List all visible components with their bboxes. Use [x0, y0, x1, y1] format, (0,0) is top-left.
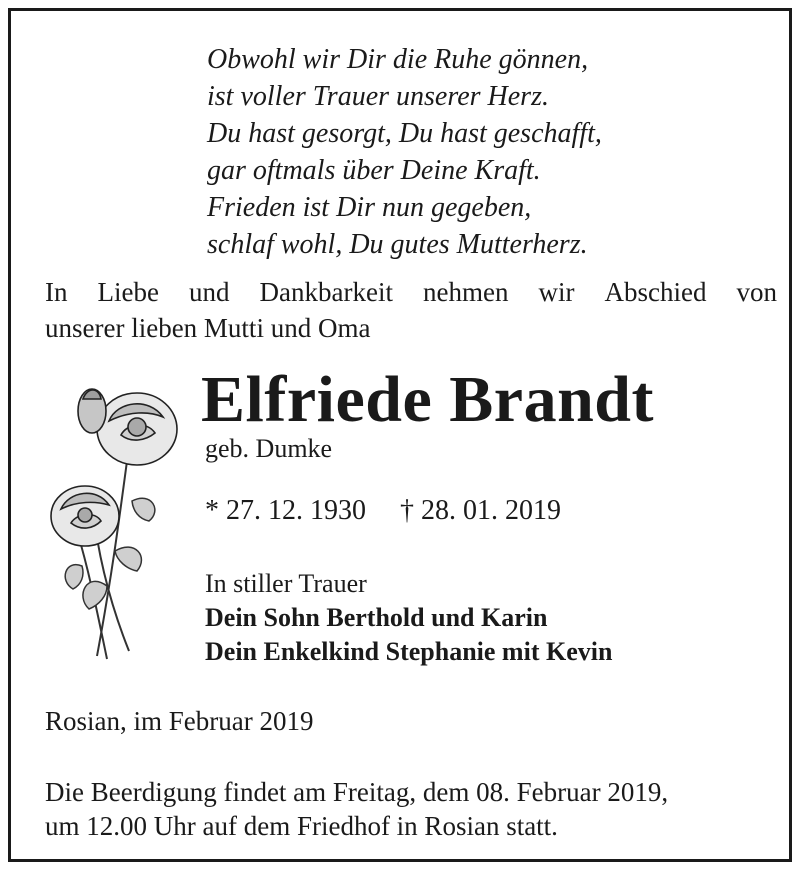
intro-word: wir	[538, 277, 575, 307]
poem-line: Frieden ist Dir nun gegeben,	[207, 192, 532, 223]
intro-line-1	[45, 274, 777, 310]
funeral-line-1: Die Beerdigung findet am Freitag, dem 08. Februar 2019,	[45, 777, 669, 807]
poem-line: Du hast gesorgt, Du hast geschafft,	[207, 118, 602, 149]
birth-date: * 27. 12. 1930	[205, 495, 366, 526]
mourner-line: Dein Sohn Berthold und Karin	[205, 603, 548, 632]
place-and-date: Rosian, im Februar 2019	[45, 706, 314, 736]
poem-line: Obwohl wir Dir die Ruhe gönnen,	[207, 44, 589, 75]
intro-word: nehmen	[422, 277, 509, 307]
intro-word: In	[45, 277, 68, 307]
farewell-intro	[45, 274, 777, 346]
death-date: † 28. 01. 2019	[400, 495, 561, 526]
poem-line: ist voller Trauer unserer Herz.	[207, 81, 549, 112]
intro-word: Dankbarkeit	[259, 277, 393, 307]
intro-word: von	[736, 277, 777, 307]
intro-word: und	[189, 277, 230, 307]
mourning-heading: In stiller Trauer	[205, 569, 367, 598]
funeral-line-2: um 12.00 Uhr auf dem Friedhof in Rosian statt.	[45, 811, 558, 841]
poem-line: schlaf wohl, Du gutes Mutterherz.	[207, 229, 588, 260]
poem-line: gar oftmals über Deine Kraft.	[207, 155, 541, 186]
life-dates	[205, 494, 561, 528]
obituary-notice	[8, 8, 792, 862]
intro-word: Abschied	[604, 277, 707, 307]
deceased-name: Elfriede Brandt	[201, 363, 654, 436]
mourners-block	[205, 567, 612, 669]
maiden-name: geb. Dumke	[205, 434, 333, 463]
memorial-poem	[207, 41, 767, 263]
intro-line-2: unserer lieben Mutti und Oma	[45, 313, 371, 343]
mourner-line: Dein Enkelkind Stephanie mit Kevin	[205, 637, 613, 666]
funeral-info	[45, 775, 668, 843]
rose-illustration-icon	[37, 381, 187, 666]
intro-word: Liebe	[97, 277, 159, 307]
